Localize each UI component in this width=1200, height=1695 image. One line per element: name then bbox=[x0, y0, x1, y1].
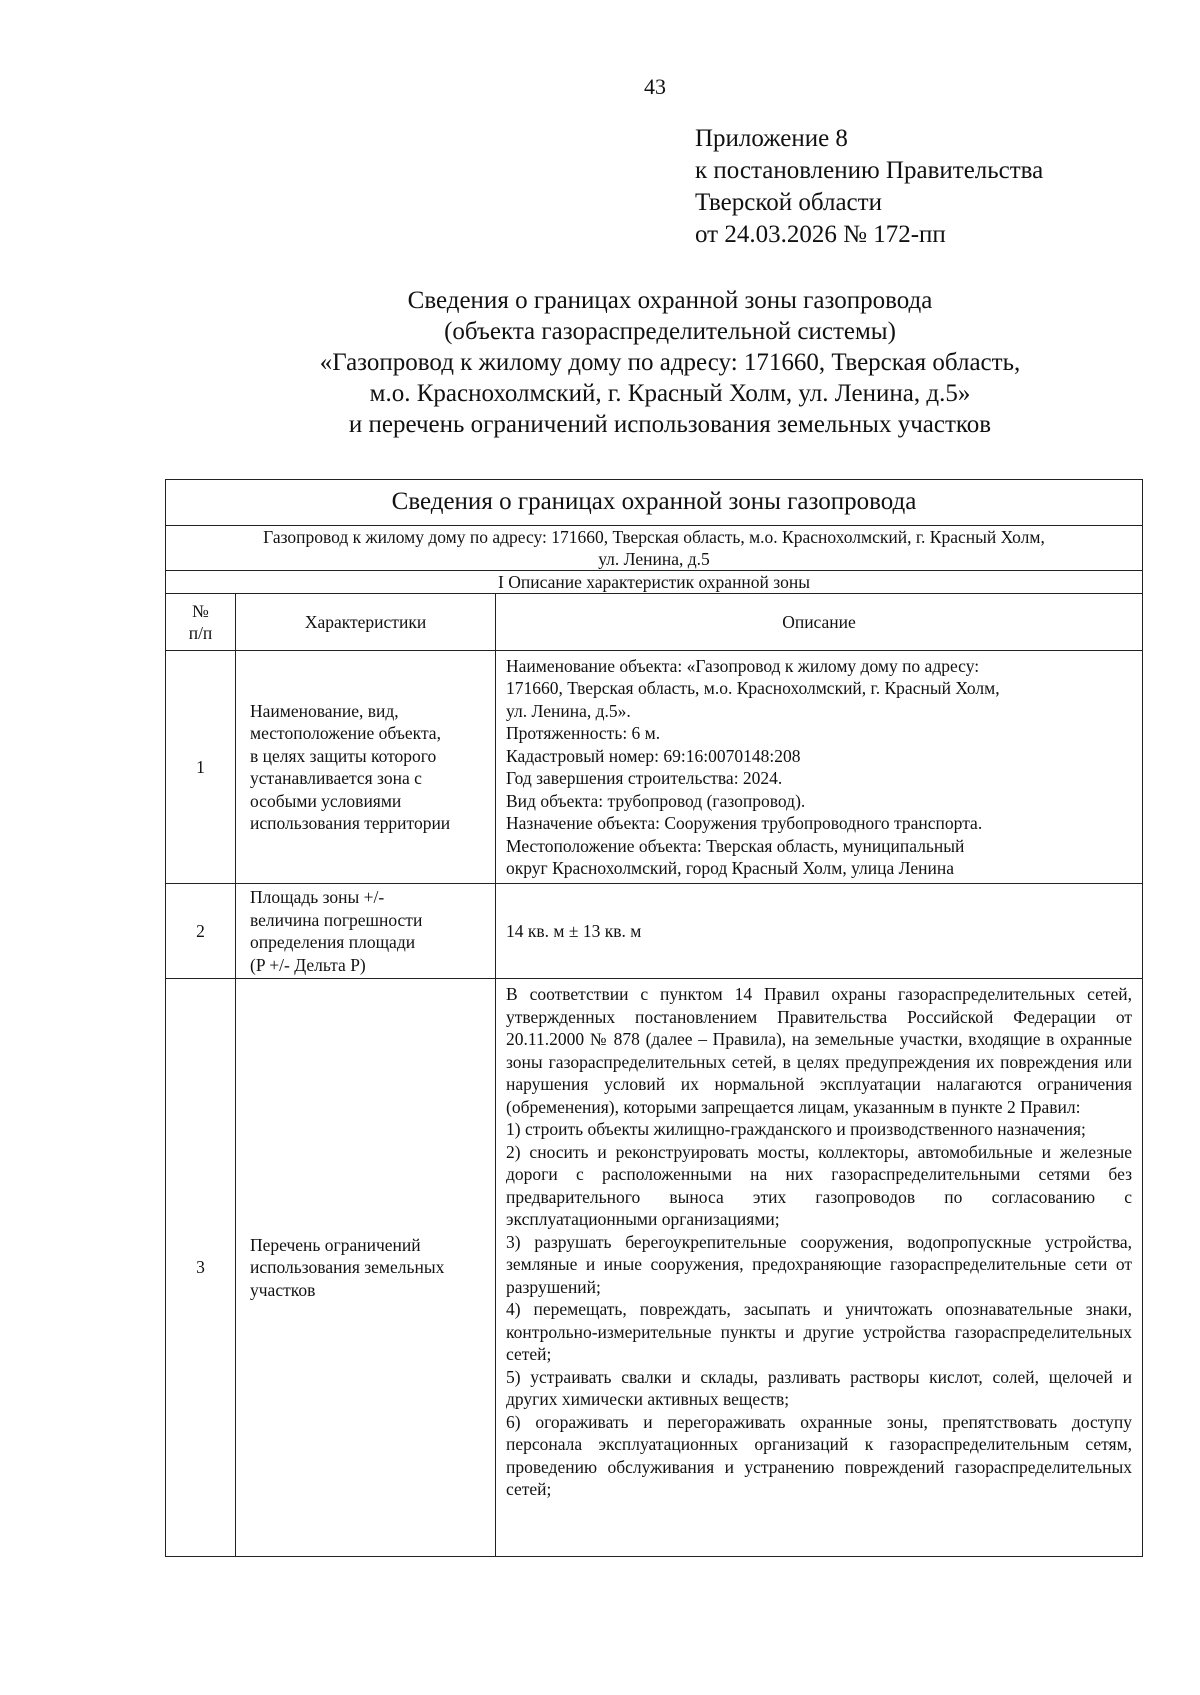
row-number: 1 bbox=[166, 651, 236, 884]
restriction-paragraph: 5) устраивать свалки и склады, разливать растворы кислот, солей, щелочей и других химически активных веществ; bbox=[506, 1366, 1133, 1409]
table-row bbox=[166, 979, 1143, 1557]
object-line: Газопровод к жилому дому по адресу: 171660, Тверская область, м.о. Краснохолмский, г. Красный Холм, bbox=[263, 527, 1045, 547]
appendix-line: к постановлению Правительства bbox=[695, 157, 1044, 184]
column-header-row bbox=[166, 594, 1143, 651]
restriction-paragraph: 3) разрушать берегоукрепительные сооружения, водопропускные устройства, земляные и иные сооружения, предохраняющие газораспределительные сети от разрушений; bbox=[506, 1231, 1133, 1297]
restriction-paragraph: 4) перемещать, повреждать, засыпать и уничтожать опознавательные знаки, контрольно-измерительные пункты и другие устройства газораспределительных сетей; bbox=[506, 1299, 1133, 1364]
characteristic-line: Площадь зоны +/- bbox=[250, 887, 385, 907]
row-number: 2 bbox=[166, 884, 236, 979]
characteristic-line: определения площади bbox=[250, 932, 416, 952]
characteristic-line: особыми условиями bbox=[250, 790, 402, 811]
appendix-line: Приложение 8 bbox=[695, 125, 848, 152]
title-line: и перечень ограничений использования земельных участков bbox=[348, 411, 992, 438]
restrictions-cell bbox=[496, 979, 1143, 1557]
appendix-line: от 24.03.2026 № 172-пп bbox=[695, 221, 946, 248]
title-line: «Газопровод к жилому дому по адресу: 171660, Тверская область, bbox=[319, 349, 1021, 376]
characteristic-cell bbox=[236, 651, 496, 884]
description-line: Год завершения строительства: 2024. bbox=[506, 768, 783, 788]
characteristic-line: (P +/- Дельта P) bbox=[250, 954, 366, 975]
restriction-paragraph: 6) огораживать и перегораживать охранные зоны, препятствовать доступу персонала эксплуатационных организаций к газораспределительным сетям, проведению обслуживания и устранению повреждений газораспределительных сетей; bbox=[506, 1411, 1133, 1499]
characteristic-line: в целях защиты которого bbox=[250, 745, 437, 766]
description-line: 171660, Тверская область, м.о. Краснохолмский, г. Красный Холм, bbox=[506, 678, 1000, 698]
characteristic-line: величина погрешности bbox=[250, 909, 423, 930]
zone-info-table bbox=[165, 479, 1143, 1557]
appendix-block bbox=[695, 123, 1043, 251]
table-row bbox=[166, 884, 1143, 979]
description-line: округ Краснохолмский, город Красный Холм, улица Ленина bbox=[506, 858, 955, 878]
table-heading: Сведения о границах охранной зоны газопровода bbox=[166, 480, 1143, 526]
object-row bbox=[166, 526, 1143, 571]
characteristic-line: Наименование, вид, bbox=[250, 700, 399, 721]
object-line: ул. Ленина, д.5 bbox=[598, 549, 710, 569]
characteristic-line: использования земельных bbox=[250, 1257, 445, 1278]
table-row bbox=[166, 651, 1143, 884]
title-line: (объекта газораспределительной системы) bbox=[444, 318, 896, 345]
section-title: I Описание характеристик охранной зоны bbox=[166, 571, 1143, 594]
restriction-paragraph: 2) сносить и реконструировать мосты, коллекторы, автомобильные и железные дороги с расположенными на них газораспределительными сетями без предварительного выноса этих газопроводов по согласованию с эксплуатационными организациями; bbox=[506, 1141, 1133, 1229]
restriction-paragraph: 1) строить объекты жилищно-гражданского и производственного назначения; bbox=[506, 1119, 1086, 1139]
section-row bbox=[166, 571, 1143, 594]
description-line: Вид объекта: трубопровод (газопровод). bbox=[506, 790, 806, 811]
description-line: Наименование объекта: «Газопровод к жилому дому по адресу: bbox=[506, 655, 980, 676]
zone-area-value: 14 кв. м ± 13 кв. м bbox=[506, 920, 642, 941]
description-cell bbox=[496, 884, 1143, 979]
title-line: Сведения о границах охранной зоны газопровода bbox=[407, 287, 933, 314]
characteristic-cell bbox=[236, 979, 496, 1557]
object-name-cell bbox=[166, 526, 1143, 571]
description-line: ул. Ленина, д.5». bbox=[506, 700, 631, 721]
description-line: Местоположение объекта: Тверская область, муниципальный bbox=[506, 835, 965, 856]
col-header-characteristics: Характеристики bbox=[236, 594, 496, 651]
col-header-num bbox=[166, 594, 236, 651]
characteristic-line: местоположение объекта, bbox=[250, 723, 441, 743]
description-line: Протяженность: 6 м. bbox=[506, 723, 661, 743]
restriction-paragraph: В соответствии с пунктом 14 Правил охраны газораспределительных сетей, утвержденных постановлением Правительства Российской Федерации от 20.11.2000 № 878 (далее – Правила), на земельные участки, входящие в охранные зоны газораспределительных сетей, в целях предупреждения их повреждения или нарушения условий их нормальной эксплуатации налагаются ограничения (обременения), которыми запрещается лицам, указанным в пункте 2 Правил: bbox=[506, 984, 1133, 1117]
document-title bbox=[170, 285, 1170, 440]
col-header-num-line: № bbox=[192, 600, 209, 621]
characteristic-line: участков bbox=[250, 1279, 316, 1300]
characteristic-line: использования территории bbox=[250, 813, 451, 833]
description-line: Кадастровый номер: 69:16:0070148:208 bbox=[506, 745, 801, 766]
description-line: Назначение объекта: Сооружения трубопроводного транспорта. bbox=[506, 813, 983, 833]
description-cell bbox=[496, 651, 1143, 884]
col-header-num-line: п/п bbox=[188, 623, 213, 643]
characteristic-line: устанавливается зона с bbox=[250, 768, 422, 788]
row-number: 3 bbox=[166, 979, 236, 1557]
characteristic-line: Перечень ограничений bbox=[250, 1234, 421, 1255]
appendix-line: Тверской области bbox=[695, 189, 882, 216]
table-heading-row bbox=[166, 480, 1143, 526]
col-header-description: Описание bbox=[496, 594, 1143, 651]
title-line: м.о. Краснохолмский, г. Красный Холм, ул. Ленина, д.5» bbox=[369, 380, 971, 407]
characteristic-cell bbox=[236, 884, 496, 979]
page-number: 43 bbox=[644, 74, 666, 99]
